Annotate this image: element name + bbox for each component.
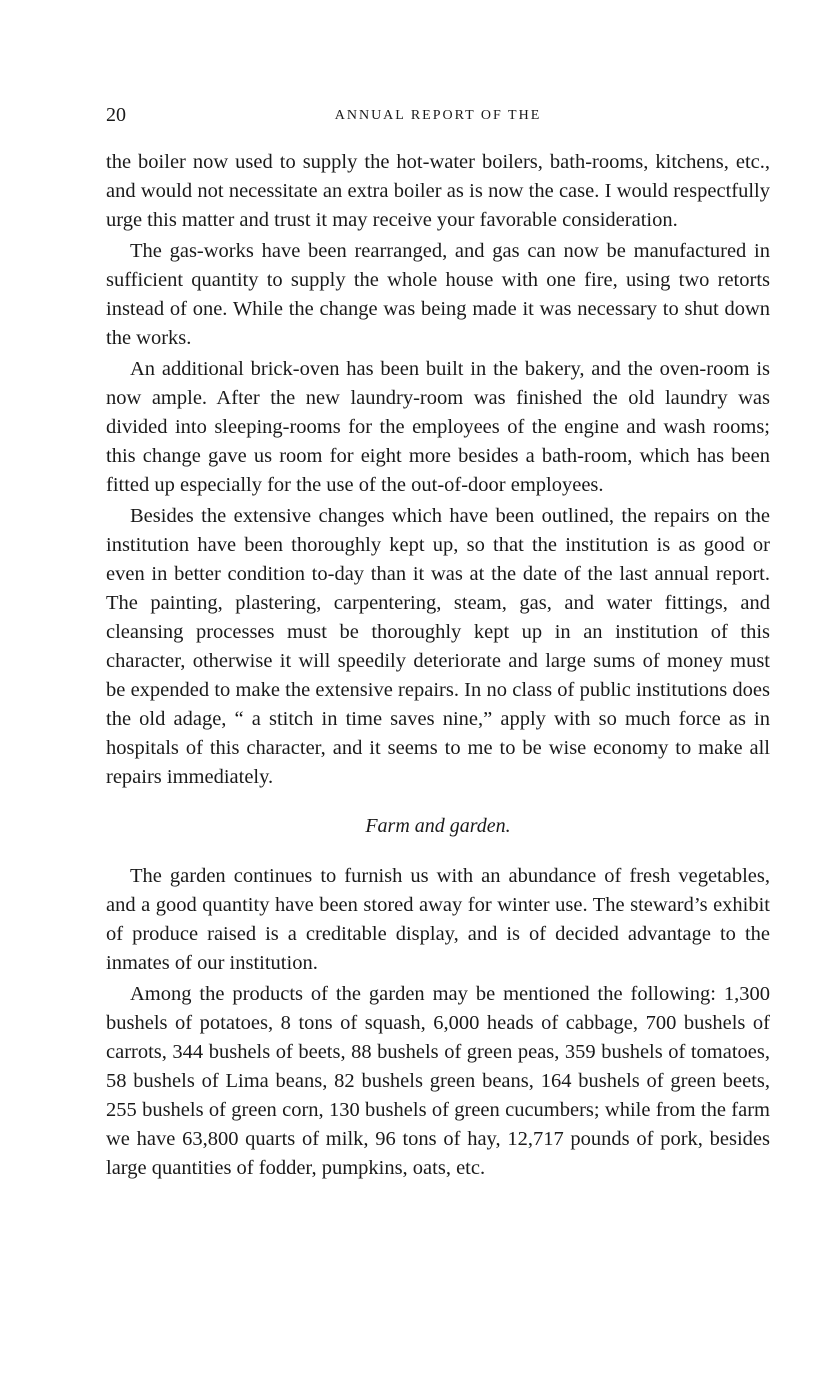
paragraph-repairs: Besides the extensive changes which have been outlined, the repairs on the institution have been thoroughly kept up, so that the institution is as good or even in better condition to-day than it was at the date of the last annual report. The painting, plastering, carpentering, steam, gas, and water fittings, and cleansing processes must be thoroughly kept up in an institution of this character, otherwise it will speedily deteriorate and large sums of money must be expended to make the extensive repairs. In no class of public institutions does the old adage, “ a stitch in time saves nine,” apply with so much force as in hospitals of this character, and it seems to me to be wise economy to make all repairs immediately.	[106, 505, 770, 788]
page-number: 20	[106, 104, 126, 126]
section-heading-farm-garden: Farm and garden.	[365, 815, 511, 837]
paragraph-products: Among the products of the garden may be mentioned the following: 1,300 bushels of potatoes, 8 tons of squash, 6,000 heads of cabbage, 700 bushels of carrots, 344 bushels of beets, 88 bushels of green peas, 359 bushels of tomatoes, 58 bushels of Lima beans, 82 bushels green beans, 164 bushels of green beets, 255 bushels of green corn, 130 bushels of green cucumbers; while from the farm we have 63,800 quarts of milk, 96 tons of hay, 12,717 pounds of pork, besides large quantities of fodder, pumpkins, oats, etc.	[106, 983, 770, 1179]
paragraph-gas-works: The gas-works have been rearranged, and gas can now be manufactured in sufficient quantity to supply the whole house with one fire, using two retorts instead of one. While the change was being made it was necessary to shut down the works.	[106, 240, 770, 349]
running-head	[106, 104, 770, 132]
report-page	[106, 104, 770, 1185]
paragraph-brick-oven: An additional brick-oven has been built in the bakery, and the oven-room is now ample. After the new laundry-room was finished the old laundry was divided into sleeping-rooms for the employees of the engine and wash rooms; this change gave us room for eight more besides a bath-room, which has been fitted up especially for the use of the out-of-door employees.	[106, 358, 770, 496]
running-title: ANNUAL REPORT OF THE	[334, 108, 542, 123]
paragraph-boiler: the boiler now used to supply the hot-water boilers, bath-rooms, kitchens, etc., and would not necessitate an extra boiler as is now the case. I would respectfully urge this matter and trust it may receive your favorable consideration.	[106, 151, 770, 231]
paragraph-garden: The garden continues to furnish us with an abundance of fresh vegetables, and a good quantity have been stored away for winter use. The steward’s exhibit of produce raised is a creditable display, and is of decided advantage to the inmates of our institution.	[106, 865, 770, 974]
